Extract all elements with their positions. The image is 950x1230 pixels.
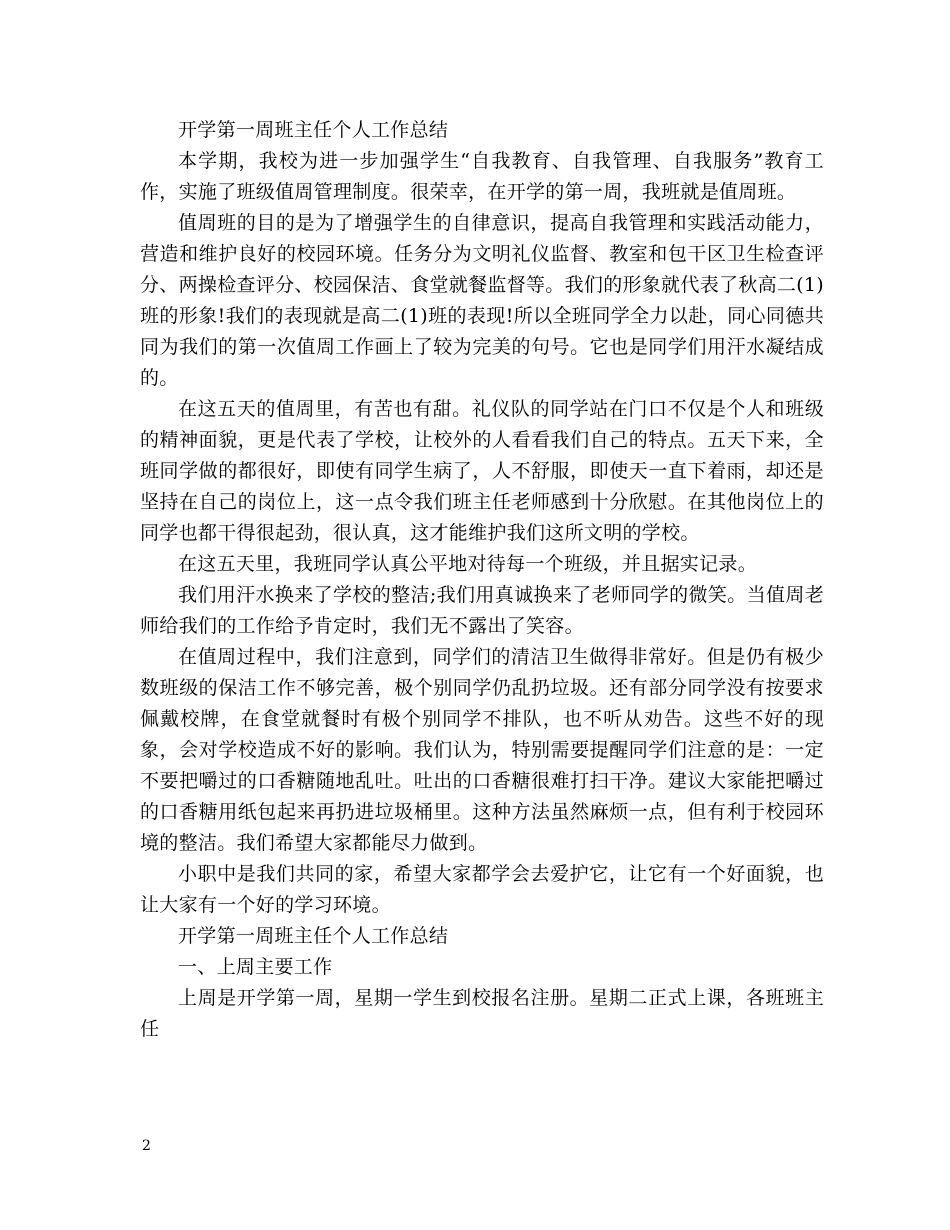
section-heading: 一、上周主要工作 [178,956,333,978]
section-title: 开学第一周班主任个人工作总结 [178,925,449,947]
paragraph: 上周是开学第一周，星期一学生到校报名注册。星期二正式上课，各班班主任 [140,987,824,1040]
document-body [140,115,824,1045]
document-title: 开学第一周班主任个人工作总结 [178,119,449,141]
page-number: 2 [142,1138,151,1154]
paragraph: 在这五天里，我班同学认真公平地对待每一个班级，并且据实记录。 [178,553,758,575]
paragraph: 小职中是我们共同的家，希望大家都学会去爱护它，让它有一个好面貌，也让大家有一个好的学习环境。 [140,863,824,916]
paragraph: 在这五天的值周里，有苦也有甜。礼仪队的同学站在门口不仅是个人和班级的精神面貌，更是代表了学校，让校外的人看看我们自己的特点。五天下来，全班同学做的都很好，即使有同学生病了，人不舒服，即使天一直下着雨，却还是坚持在自己的岗位上，这一点令我们班主任老师感到十分欣慰。在其他岗位上的同学也都干得很起劲，很认真，这才能维护我们这所文明的学校。 [140,398,824,544]
paragraph: 值周班的目的是为了增强学生的自律意识，提高自我管理和实践活动能力，营造和维护良好的校园环境。任务分为文明礼仪监督、教室和包干区卫生检查评分、两操检查评分、校园保洁、食堂就餐监督等。我们的形象就代表了秋高二(1)班的形象!我们的表现就是高二(1)班的表现!所以全班同学全力以赴，同心同德共同为我们的第一次值周工作画上了较为完美的句号。它也是同学们用汗水凝结成的。 [140,212,825,389]
paragraph: 在值周过程中，我们注意到，同学们的清洁卫生做得非常好。但是仍有极少数班级的保洁工作不够完善，极个别同学仍乱扔垃圾。还有部分同学没有按要求佩戴校牌，在食堂就餐时有极个别同学不排队，也不听从劝告。这些不好的现象，会对学校造成不好的影响。我们认为，特别需要提醒同学们注意的是：一定不要把嚼过的口香糖随地乱吐。吐出的口香糖很难打扫干净。建议大家能把嚼过的口香糖用纸包起来再扔进垃圾桶里。这种方法虽然麻烦一点，但有利于校园环境的整洁。我们希望大家都能尽力做到。 [140,646,824,854]
paragraph: 我们用汗水换来了学校的整洁;我们用真诚换来了老师同学的微笑。当值周老师给我们的工作给予肯定时，我们无不露出了笑容。 [140,584,824,637]
paragraph: 本学期，我校为进一步加强学生“自我教育、自我管理、自我服务”教育工作，实施了班级值周管理制度。很荣幸，在开学的第一周，我班就是值周班。 [140,150,824,203]
